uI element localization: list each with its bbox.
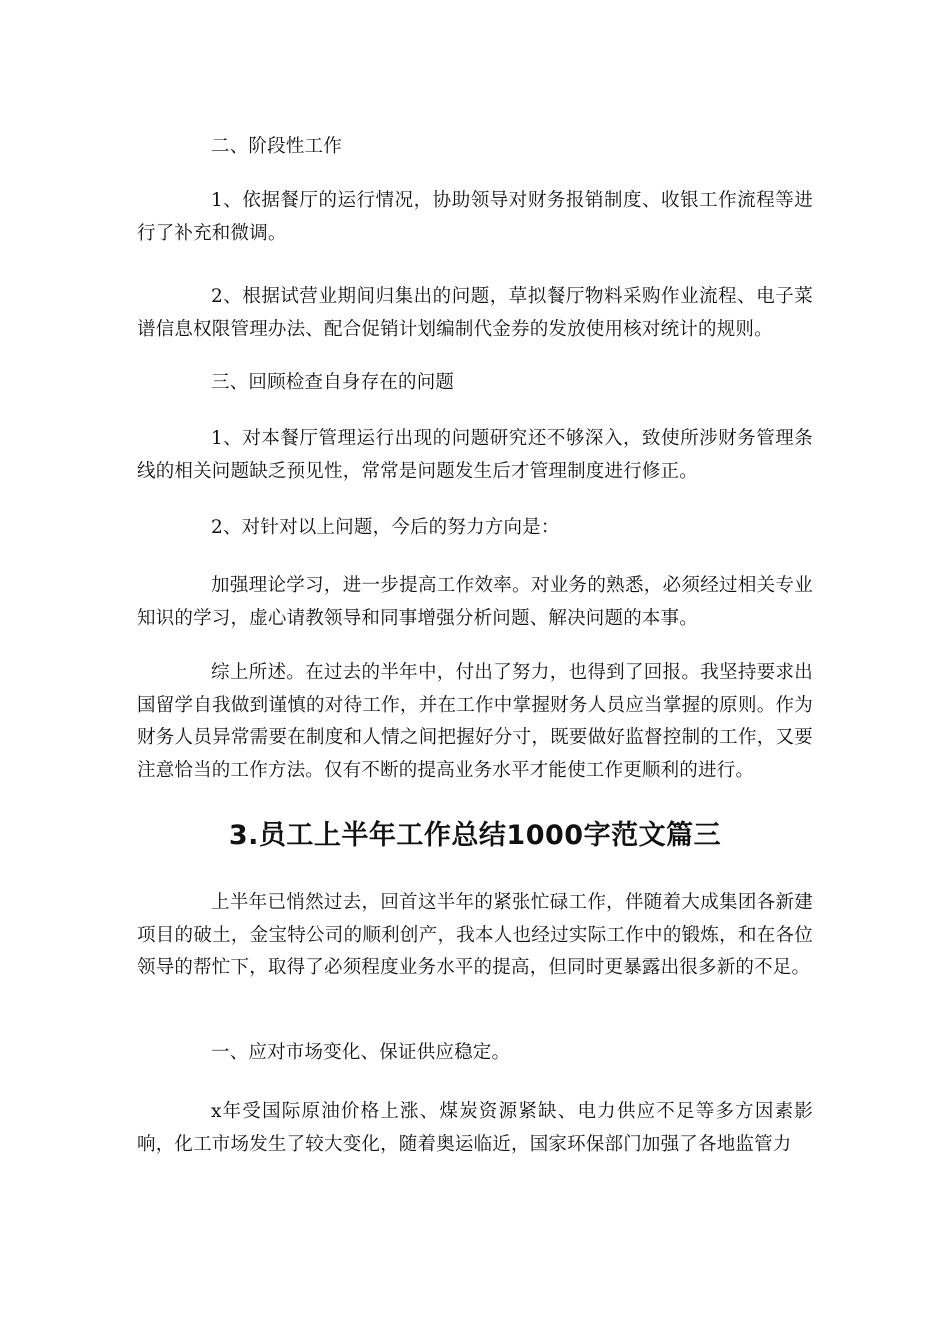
paragraph-improvement: 加强理论学习，进一步提高工作效率。对业务的熟悉，必须经过相关专业知识的学习，虚心请教领导和同事增强分析问题、解决问题的本事。 bbox=[137, 575, 813, 629]
paragraph-intro: 上半年已悄然过去，回首这半年的紧张忙碌工作，伴随着大成集团各新建项目的破土，金宝特公司的顺利创产，我本人也经过实际工作中的锻炼，和在各位领导的帮忙下，取得了必须程度业务水平的提高，但同时更暴露出很多新的不足。 bbox=[137, 892, 813, 978]
paragraph-stage-work-2: 2、根据试营业期间归集出的问题，草拟餐厅物料采购作业流程、电子菜谱信息权限管理办法、配合促销计划编制代金券的发放使用核对统计的规则。 bbox=[137, 286, 813, 340]
paragraph-self-review-heading: 三、回顾检查自身存在的问题 bbox=[211, 372, 455, 393]
paragraph-conclusion: 综上所述。在过去的半年中，付出了努力，也得到了回报。我坚持要求出国留学自我做到谨慎的对待工作，并在工作中掌握财务人员应当掌握的原则。作为财务人员异常需要在制度和人情之间把握好分寸，既要做好监督控制的工作，又要注意恰当的工作方法。仅有不断的提高业务水平才能使工作更顺利的进行。 bbox=[137, 662, 813, 781]
paragraph-self-review-1: 1、对本餐厅管理运行出现的问题研究还不够深入，致使所涉财务管理条线的相关问题缺乏预见性，常常是问题发生后才管理制度进行修正。 bbox=[137, 428, 813, 482]
paragraph-market-detail: x年受国际原油价格上涨、煤炭资源紧缺、电力供应不足等多方因素影响，化工市场发生了较大变化，随着奥运临近，国家环保部门加强了各地监管力 bbox=[137, 1101, 813, 1155]
paragraph-stage-work-1: 1、依据餐厅的运行情况，协助领导对财务报销制度、收银工作流程等进行了补充和微调。 bbox=[137, 190, 813, 244]
paragraph-self-review-2: 2、对针对以上问题，今后的努力方向是： bbox=[211, 517, 560, 538]
article-heading: 3.员工上半年工作总结1000字范文篇三 bbox=[228, 820, 722, 851]
paragraph-market-heading: 一、应对市场变化、保证供应稳定。 bbox=[211, 1042, 511, 1063]
paragraph-stage-work-heading: 二、阶段性工作 bbox=[211, 136, 342, 157]
